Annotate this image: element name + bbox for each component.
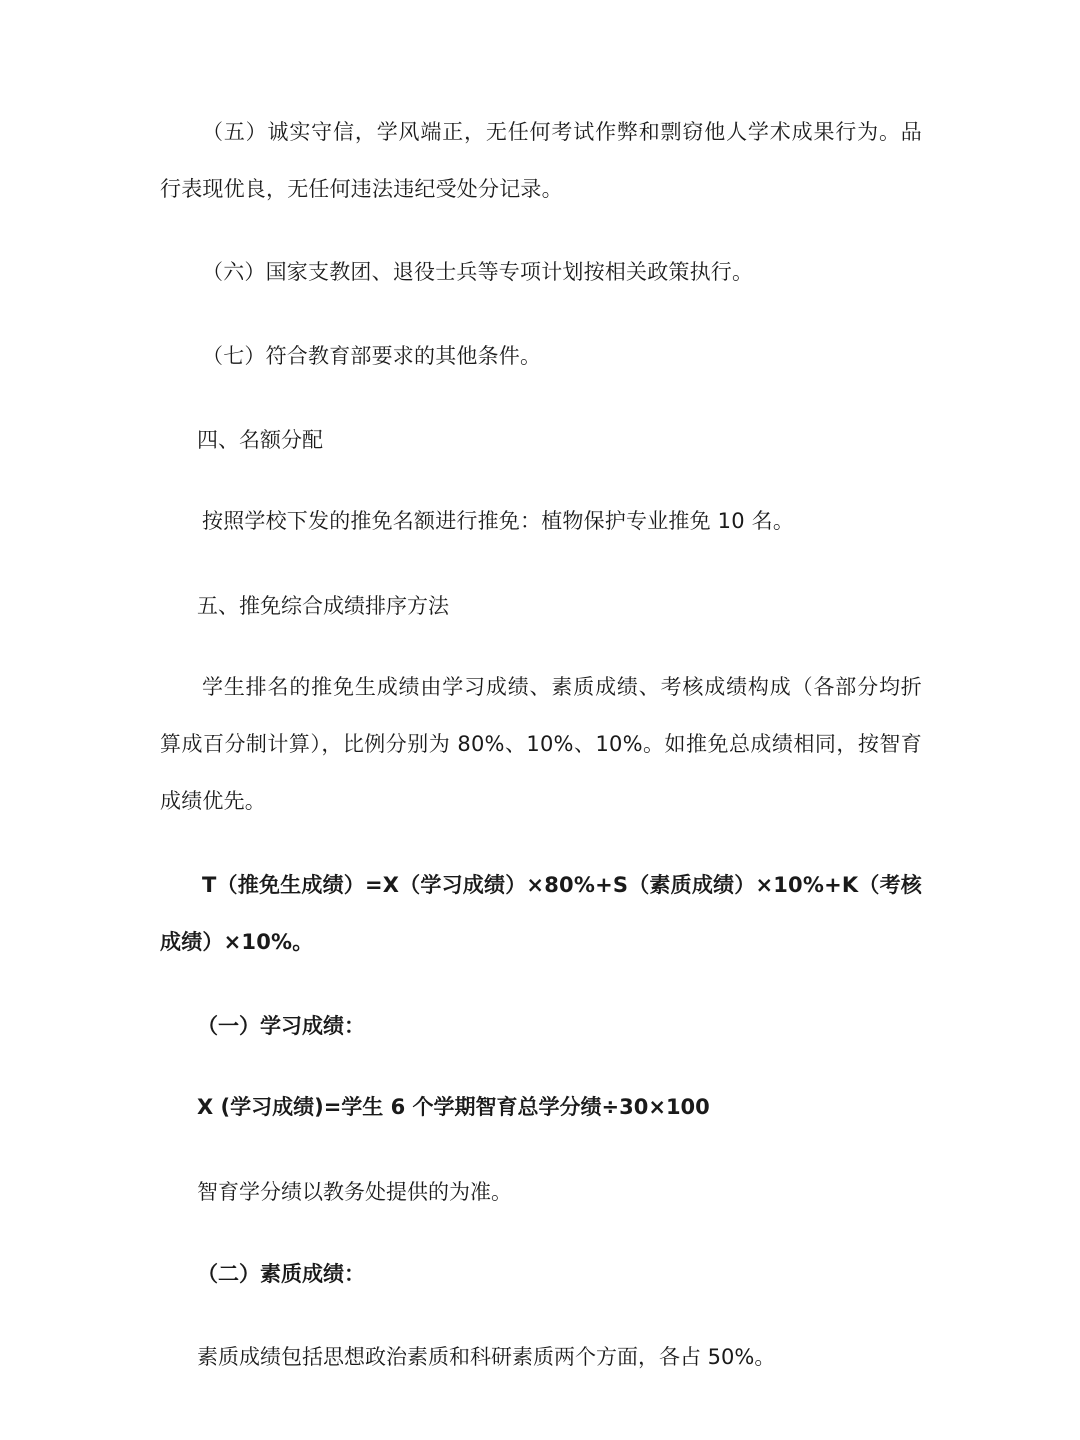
section-four-title: 四、名额分配 [197,428,323,452]
score-formula: T（推免生成绩）=X（学习成绩）×80%+S（素质成绩）×10%+K（考核成绩）×10%。 [160,873,922,954]
clause-seven: （七）符合教育部要求的其他条件。 [202,344,542,368]
section-four-text: 按照学校下发的推免名额进行推免：植物保护专业推免 10 名。 [202,509,795,533]
subsection-one-formula: X (学习成绩)=学生 6 个学期智育总学分绩÷30×100 [197,1095,710,1119]
section-five-title: 五、推免综合成绩排序方法 [197,594,449,618]
subsection-two-title: （二）素质成绩： [197,1262,365,1286]
subsection-one-note: 智育学分绩以教务处提供的为准。 [197,1180,512,1204]
subsection-two-text: 素质成绩包括思想政治素质和科研素质两个方面，各占 50%。 [197,1345,776,1369]
clause-six: （六）国家支教团、退役士兵等专项计划按相关政策执行。 [202,260,754,284]
section-five-text: 学生排名的推免生成绩由学习成绩、素质成绩、考核成绩构成（各部分均折算成百分制计算），比例分别为 80%、10%、10%。如推免总成绩相同，按智育成绩优先。 [160,675,922,813]
clause-five: （五）诚实守信，学风端正，无任何考试作弊和剽窃他人学术成果行为。品行表现优良，无任何违法违纪受处分记录。 [160,120,922,201]
subsection-one-title: （一）学习成绩： [197,1014,365,1038]
